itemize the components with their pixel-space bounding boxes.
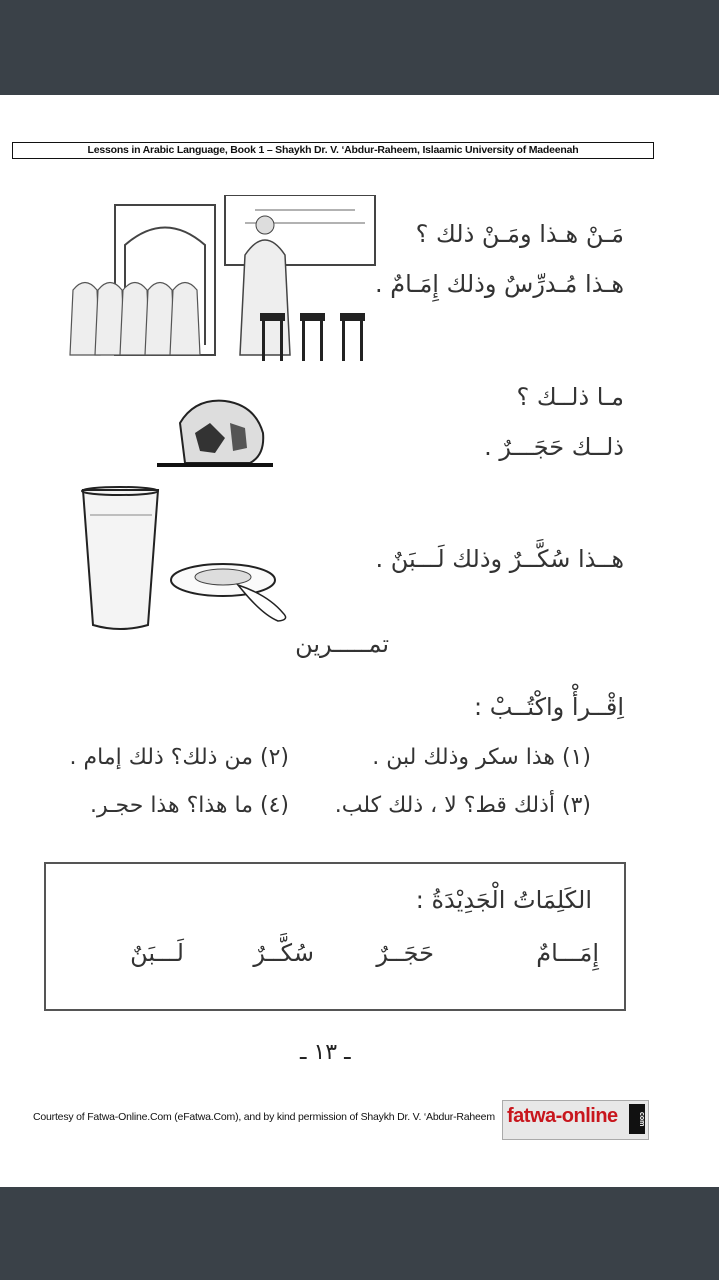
page-header: Lessons in Arabic Language, Book 1 – Shaykh Dr. V. ‘Abdur-Raheem, Islaamic University of Madeenah	[12, 142, 654, 159]
stone-illustration	[155, 393, 275, 471]
exercise-item-2: (٢) من ذلك؟ ذلك إمام .	[69, 745, 289, 770]
document-page	[0, 95, 719, 1187]
vocab-word: حَجَــرٌ	[376, 939, 434, 967]
top-dark-bar	[0, 0, 719, 95]
logo-suffix: com	[629, 1104, 645, 1134]
vocabulary-title: الكَلِمَاتُ الْجَدِيْدَةُ :	[415, 886, 592, 914]
lesson-line-3: مـا ذلــك ؟	[516, 383, 624, 411]
exercise-item-3: (٣) أذلك قط؟ لا ، ذلك كلب.	[334, 793, 591, 818]
page-number: ـ ١٣ ـ	[300, 1040, 351, 1065]
exercise-heading: تمـــــرين	[295, 630, 389, 658]
courtesy-note: Courtesy of Fatwa-Online.Com (eFatwa.Com), and by kind permission of Shaykh Dr. V. ‘Abdur-Raheem	[33, 1111, 495, 1123]
lesson-line-2: هـذا مُـدرِّسٌ وذلك إِمَـامٌ .	[374, 270, 624, 298]
glass-and-plate-illustration	[78, 485, 298, 645]
vocab-word: إِمَـــامٌ	[536, 939, 599, 967]
bottom-dark-bar	[0, 1187, 719, 1280]
vocab-word: لَـــبَنٌ	[130, 939, 184, 967]
vocab-word: سُكَّــرٌ	[253, 939, 314, 967]
exercise-item-1: (١) هذا سكر وذلك لبن .	[372, 745, 591, 770]
fatwa-online-logo[interactable]	[502, 1100, 649, 1140]
lesson-line-1: مَـنْ هـذا ومَـنْ ذلك ؟	[415, 220, 624, 248]
classroom-illustration	[65, 195, 385, 365]
vocabulary-box	[44, 862, 626, 1011]
lesson-line-5: هــذا سُكَّــرٌ وذلك لَـــبَنٌ .	[375, 545, 624, 573]
exercise-item-4: (٤) ما هذا؟ هذا حجـر.	[89, 793, 289, 818]
lesson-line-4: ذلــك حَجَـــرٌ .	[484, 433, 624, 461]
logo-text: fatwa-online	[507, 1105, 618, 1127]
exercise-instruction: اِقْــرأْ واكْتُــبْ :	[473, 693, 624, 721]
